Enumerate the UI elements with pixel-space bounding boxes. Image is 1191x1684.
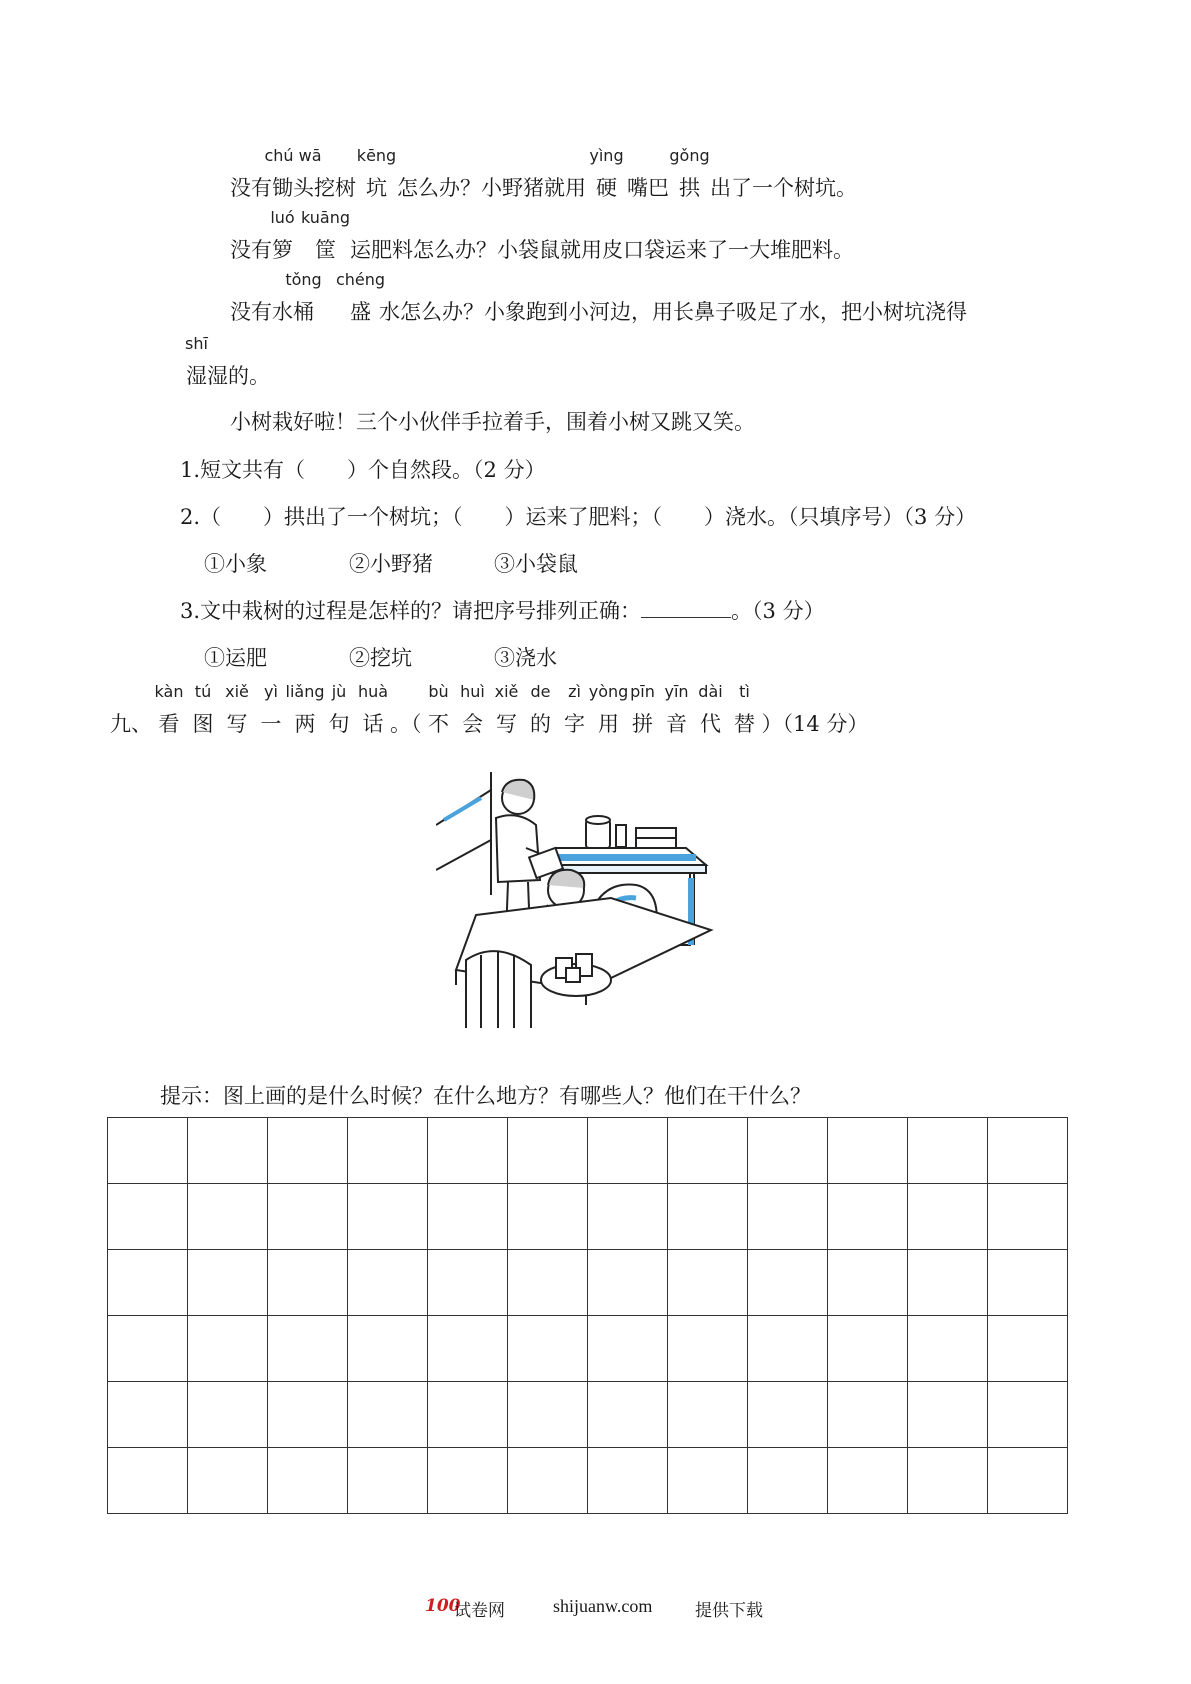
grid-cell[interactable] [188, 1382, 268, 1448]
ruby-word: 盛 chéng [335, 270, 386, 324]
ruby-char: 写 xiě [225, 682, 249, 736]
grid-cell[interactable] [908, 1250, 988, 1316]
grid-cell[interactable] [828, 1316, 908, 1382]
grid-cell[interactable] [268, 1448, 348, 1514]
ruby-word: 硬 yìng [589, 146, 624, 200]
grid-cell[interactable] [348, 1250, 428, 1316]
ruby-word: 锄头 chú wā [264, 146, 322, 200]
grid-cell[interactable] [748, 1448, 828, 1514]
grid-cell[interactable] [108, 1184, 188, 1250]
grid-cell[interactable] [588, 1382, 668, 1448]
grid-row [108, 1448, 1068, 1514]
grid-cell[interactable] [188, 1316, 268, 1382]
site-url[interactable]: shijuanw.com [553, 1596, 653, 1616]
grid-cell[interactable] [188, 1448, 268, 1514]
grid-cell[interactable] [588, 1250, 668, 1316]
ruby-char: 图 tú [192, 682, 214, 736]
ruby-char: 音 yīn [664, 682, 689, 736]
passage-line-2: 没有箩 luó 筐 kuāng 运肥料怎么办？小袋鼠就用皮口袋运来了一大堆肥料。 [230, 208, 854, 262]
grid-row [108, 1382, 1068, 1448]
section-9-heading: 九、 看 kàn 图 tú 写 xiě 一 yì 两 liǎng 句 jù 话 huà 。（ 不 bù 会 huì 写 xiě 的 de 字 zì 用 yòng 拼 pīn 音 yīn 代 dài 替 tì ）（14 分） [110, 682, 869, 736]
grid-cell[interactable] [748, 1250, 828, 1316]
grid-cell[interactable] [908, 1184, 988, 1250]
grid-cell[interactable] [428, 1382, 508, 1448]
answer-blank[interactable] [641, 599, 731, 618]
ruby-char: 的 de [530, 682, 551, 736]
grid-cell[interactable] [188, 1118, 268, 1184]
grid-cell[interactable] [748, 1184, 828, 1250]
grid-cell[interactable] [508, 1316, 588, 1382]
ruby-char: 不 bù [428, 682, 449, 736]
grid-cell[interactable] [188, 1184, 268, 1250]
grid-cell[interactable] [588, 1316, 668, 1382]
grid-cell[interactable] [668, 1316, 748, 1382]
grid-cell[interactable] [748, 1118, 828, 1184]
grid-cell[interactable] [348, 1184, 428, 1250]
grid-cell[interactable] [668, 1382, 748, 1448]
ruby-char: 替 tì [734, 682, 755, 736]
grid-cell[interactable] [348, 1448, 428, 1514]
grid-row [108, 1250, 1068, 1316]
grid-cell[interactable] [188, 1250, 268, 1316]
grid-cell[interactable] [108, 1250, 188, 1316]
grid-cell[interactable] [348, 1382, 428, 1448]
grid-cell[interactable] [748, 1316, 828, 1382]
question-3: 3.文中栽树的过程是怎样的？请把序号排列正确： 。（3 分） [180, 599, 825, 623]
question-1: 1.短文共有（ ）个自然段。（2 分） [180, 458, 546, 482]
grid-cell[interactable] [108, 1448, 188, 1514]
grid-cell[interactable] [428, 1316, 508, 1382]
grid-cell[interactable] [428, 1448, 508, 1514]
site-name: 试卷网 [454, 1601, 505, 1621]
grid-cell[interactable] [908, 1382, 988, 1448]
grid-cell[interactable] [108, 1382, 188, 1448]
grid-cell[interactable] [588, 1118, 668, 1184]
ruby-char: 话 huà [357, 682, 389, 736]
grid-cell[interactable] [268, 1184, 348, 1250]
grid-cell[interactable] [828, 1184, 908, 1250]
grid-cell[interactable] [908, 1448, 988, 1514]
grid-cell[interactable] [988, 1448, 1068, 1514]
question-2: 2.（ ）拱出了一个树坑；（ ）运来了肥料；（ ）浇水。（只填序号）（3 分） [180, 505, 977, 529]
grid-row [108, 1184, 1068, 1250]
ruby-char: 会 huì [460, 682, 485, 736]
grid-cell[interactable] [988, 1184, 1068, 1250]
download-text: 提供下载 [695, 1601, 763, 1621]
passage-line-3: 没有水桶 tǒng 盛 chéng 水怎么办？小象跑到小河边，用长鼻子吸足了水，把小树坑浇得 [230, 270, 967, 324]
ruby-char: 代 dài [698, 682, 723, 736]
ruby-char: 一 yì [260, 682, 282, 736]
site-logo: 100 [425, 1596, 461, 1616]
question-2-options: ①小象 ②小野猪 ③小袋鼠 [204, 552, 578, 576]
passage-line-5: 小树栽好啦！三个小伙伴手拉着手，围着小树又跳又笑。 [230, 410, 755, 434]
grid-row [108, 1118, 1068, 1184]
grid-cell[interactable] [268, 1382, 348, 1448]
question-3-options: ①运肥 ②挖坑 ③浇水 [204, 646, 557, 670]
ruby-word: 箩 luó [270, 208, 295, 262]
ruby-char: 看 kàn [154, 682, 184, 736]
grid-cell[interactable] [348, 1316, 428, 1382]
ruby-word: 筐 kuāng [300, 208, 351, 262]
writing-hint: 提示：图上画的是什么时候？在什么地方？有哪些人？他们在干什么？ [160, 1084, 811, 1108]
grid-cell[interactable] [588, 1184, 668, 1250]
grid-cell[interactable] [108, 1316, 188, 1382]
grid-cell[interactable] [988, 1118, 1068, 1184]
illustration-mother-son-cleaning [436, 770, 716, 1030]
grid-cell[interactable] [988, 1382, 1068, 1448]
grid-cell[interactable] [828, 1250, 908, 1316]
passage-line-4: 湿 shī 湿的。 [185, 334, 270, 388]
ruby-char: 用 yòng [588, 682, 629, 736]
grid-cell[interactable] [668, 1118, 748, 1184]
grid-cell[interactable] [428, 1184, 508, 1250]
ruby-word: 拱 gǒng [669, 146, 710, 200]
grid-cell[interactable] [428, 1118, 508, 1184]
grid-cell[interactable] [508, 1448, 588, 1514]
ruby-word: 坑 kēng [356, 146, 397, 200]
grid-cell[interactable] [508, 1118, 588, 1184]
grid-cell[interactable] [828, 1448, 908, 1514]
grid-row [108, 1316, 1068, 1382]
ruby-char: 拼 pīn [630, 682, 655, 736]
grid-cell[interactable] [348, 1118, 428, 1184]
grid-cell[interactable] [828, 1382, 908, 1448]
ruby-word: 桶 tǒng [285, 270, 322, 324]
grid-cell[interactable] [988, 1316, 1068, 1382]
grid-cell[interactable] [908, 1316, 988, 1382]
ruby-char: 写 xiě [494, 682, 519, 736]
grid-cell[interactable] [508, 1382, 588, 1448]
grid-cell[interactable] [908, 1118, 988, 1184]
grid-cell[interactable] [828, 1118, 908, 1184]
grid-cell[interactable] [108, 1118, 188, 1184]
grid-cell[interactable] [588, 1448, 668, 1514]
grid-cell[interactable] [508, 1184, 588, 1250]
grid-cell[interactable] [988, 1250, 1068, 1316]
grid-cell[interactable] [428, 1250, 508, 1316]
ruby-word: 湿 shī [185, 334, 208, 388]
passage-line-1: 没有锄头 chú wā 挖树 坑 kēng 怎么办？小野猪就用 硬 yìng 嘴巴 拱 gǒng 出了一个树坑。 [230, 146, 857, 200]
grid-cell[interactable] [668, 1448, 748, 1514]
grid-cell[interactable] [748, 1382, 828, 1448]
ruby-char: 句 jù [328, 682, 350, 736]
grid-cell[interactable] [668, 1250, 748, 1316]
writing-grid [107, 1117, 1068, 1514]
ruby-char: 两 liǎng [285, 682, 325, 736]
grid-cell[interactable] [668, 1184, 748, 1250]
grid-cell[interactable] [268, 1316, 348, 1382]
grid-cell[interactable] [268, 1250, 348, 1316]
grid-cell[interactable] [508, 1250, 588, 1316]
grid-cell[interactable] [268, 1118, 348, 1184]
ruby-char: 字 zì [564, 682, 585, 736]
